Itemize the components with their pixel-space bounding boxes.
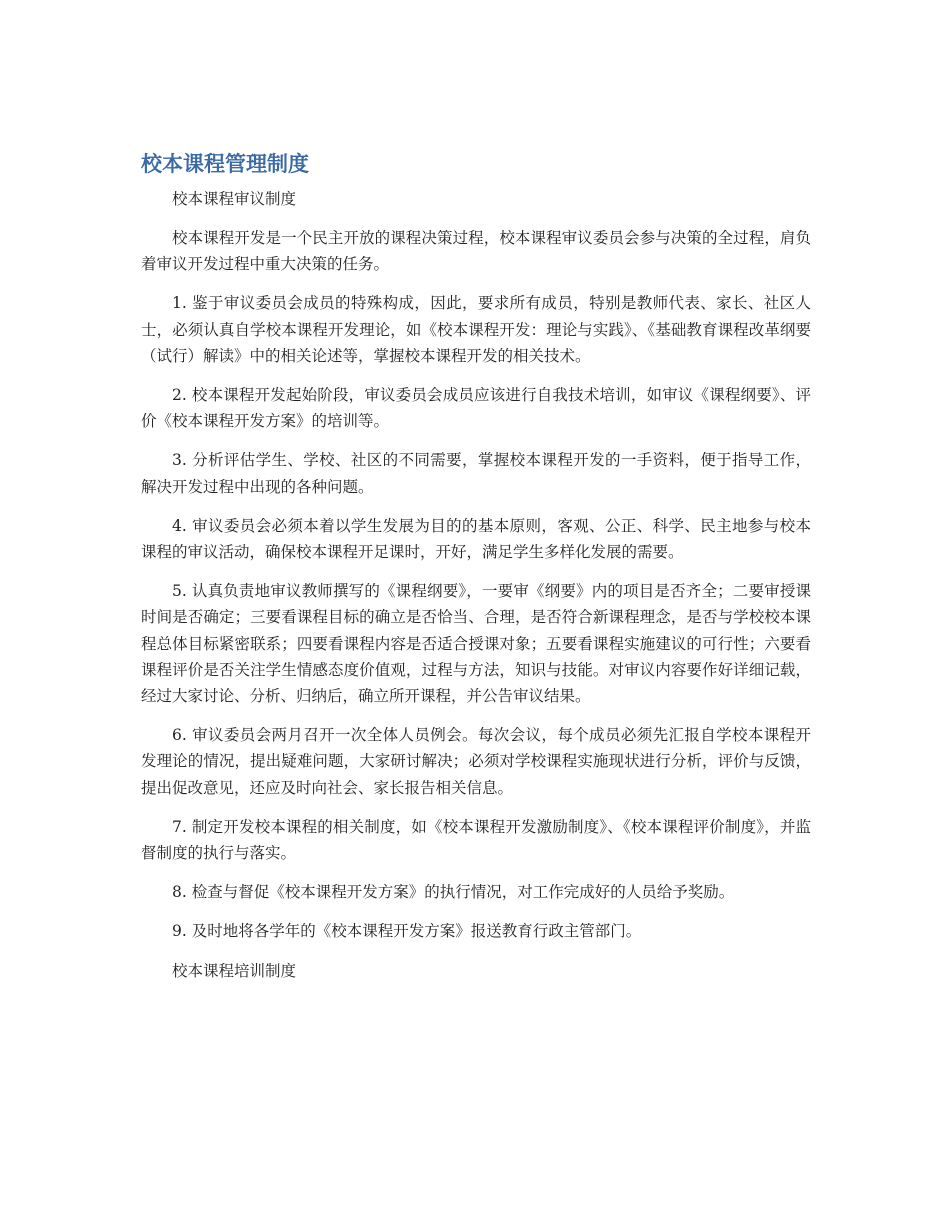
document-page bbox=[141, 148, 811, 997]
list-item-9: 9. 及时地将各学年的《校本课程开发方案》报送教育行政主管部门。 bbox=[172, 922, 642, 941]
list-item-2: 2. 校本课程开发起始阶段，审议委员会成员应该进行自我技术培训，如审议《课程纲要》、评价《校本课程开发方案》的培训等。 bbox=[141, 386, 811, 431]
intro-paragraph: 校本课程开发是一个民主开放的课程决策过程，校本课程审议委员会参与决策的全过程，肩负着审议开发过程中重大决策的任务。 bbox=[141, 229, 811, 274]
list-item-6: 6. 审议委员会两月召开一次全体人员例会。每次会议，每个成员必须先汇报自学校本课程开发理论的情况，提出疑难问题，大家研讨解决；必须对学校课程实施现状进行分析，评价与反馈，提出促改意见，还应及时向社会、家长报告相关信息。 bbox=[141, 726, 811, 797]
list-item-4: 4. 审议委员会必须本着以学生发展为目的的基本原则，客观、公正、科学、民主地参与校本课程的审议活动，确保校本课程开足课时，开好，满足学生多样化发展的需要。 bbox=[141, 516, 811, 562]
list-item-5: 5. 认真负责地审议教师撰写的《课程纲要》，一要审《纲要》内的项目是否齐全；二要审授课时间是否确定；三要看课程目标的确立是否恰当、合理，是否符合新课程理念，是否与学校校本课程总体目标紧密联系；四要看课程内容是否适合授课对象；五要看课程实施建议的可行性；六要看课程评价是否关注学生情感态度价值观，过程与方法，知识与技能。对审议内容要作好详细记载，经过大家讨论、分析、归纳后，确立所开课程，并公告审议结果。 bbox=[141, 582, 811, 706]
list-item-8: 8. 检查与督促《校本课程开发方案》的执行情况，对工作完成好的人员给予奖励。 bbox=[172, 883, 735, 902]
list-item-1: 1. 鉴于审议委员会成员的特殊构成，因此，要求所有成员，特别是教师代表、家长、社区人士，必须认真自学校本课程开发理论，如《校本课程开发：理论与实践》、《基础教育课程改革纲要（试行）解读》中的相关论述等，掌握校本课程开发的相关技术。 bbox=[141, 294, 811, 365]
section-heading-training: 校本课程培训制度 bbox=[172, 961, 297, 980]
section-heading-review: 校本课程审议制度 bbox=[172, 190, 297, 208]
list-item-7: 7. 制定开发校本课程的相关制度，如《校本课程开发激励制度》、《校本课程评价制度》，并监督制度的执行与落实。 bbox=[141, 817, 811, 863]
list-item-3: 3. 分析评估学生、学校、社区的不同需要，掌握校本课程开发的一手资料，便于指导工作，解决开发过程中出现的各种问题。 bbox=[141, 451, 811, 496]
document-title: 校本课程管理制度 bbox=[141, 152, 309, 176]
